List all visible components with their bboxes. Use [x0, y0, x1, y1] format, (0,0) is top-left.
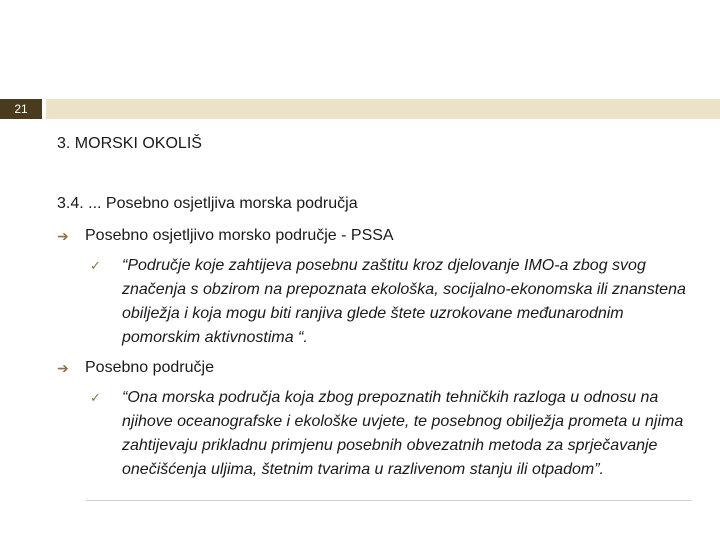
quote-item-special-area — [90, 386, 690, 482]
section-heading: 3. MORSKI OKOLIŠ — [57, 135, 202, 152]
quote-text: “Područje koje zahtijeva posebnu zaštitu kroz djelovanje IMO-a zbog svog značenja s obzirom na prepoznata ekološka, socijalno-ekonomska ili znanstena obilježja i koja mogu biti ranjiva glede štete uzrokovane međunarodnim pomorskim aktivnostima “. — [122, 257, 686, 346]
arrow-right-icon: ➔ — [57, 228, 69, 244]
check-mark-icon: ✓ — [90, 258, 101, 273]
subsection-heading: 3.4. ... Posebno osjetljiva morska područja — [57, 195, 358, 212]
quote-text: “Ona morska područja koja zbog prepoznatih tehničkih razloga u odnosu na njihove oceanografske i ekološke uvjete, te posebnog obilježja prometa u njima zahtijevaju prikladnu primjenu posebnih obvezatnih metoda za sprječavanje onečišćenja uljima, štetnim tvarima u razlivenom stanju ili otpadom”. — [122, 389, 684, 478]
slide-number: 21 — [0, 99, 42, 119]
bullet-item-pssa — [57, 225, 394, 247]
header-bar — [46, 99, 720, 119]
bullet-item-special-area — [57, 357, 214, 379]
footer-divider — [86, 500, 692, 501]
check-mark-icon: ✓ — [90, 390, 101, 405]
arrow-right-icon: ➔ — [57, 360, 69, 376]
quote-item-pssa — [90, 254, 690, 350]
bullet-text: Posebno osjetljivo morsko područje - PSSA — [85, 227, 394, 244]
bullet-text: Posebno područje — [85, 359, 214, 376]
